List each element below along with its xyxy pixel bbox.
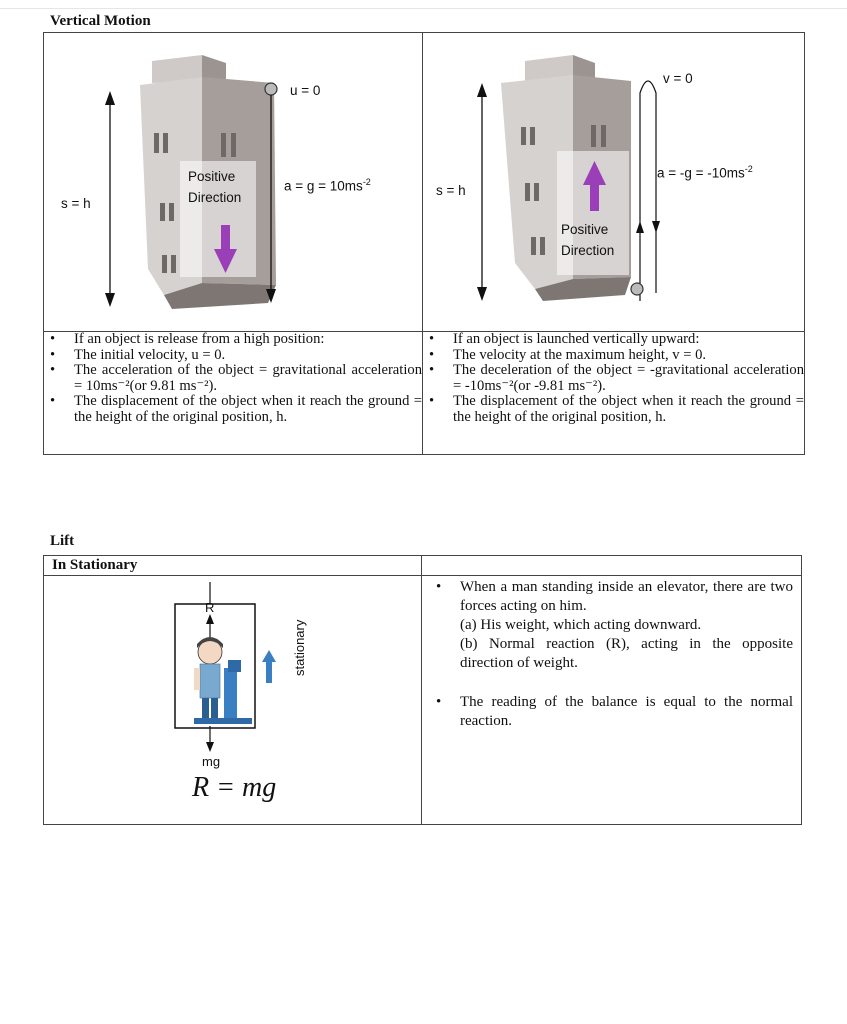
free-fall-notes-cell (44, 332, 423, 455)
formula-r-equals-mg: R = mg (192, 772, 277, 803)
building-icon (501, 55, 631, 301)
v-label: v = 0 (663, 71, 693, 86)
list-item (460, 578, 793, 673)
sub-item-a: (a) His weight, which acting downward. (460, 617, 702, 633)
sub-item-b: (b) Normal reaction (R), acting in the opposite direction of weight. (460, 636, 793, 671)
list-item: • If an object is launched vertically upward: (453, 332, 804, 348)
launch-figure-cell (423, 33, 805, 332)
r-label: R (205, 600, 215, 615)
list-item: • The deceleration of the object = -gravitational acceleration = -10ms⁻²(or -9.81 ms⁻²). (453, 363, 804, 394)
positive-label-line2: Direction (561, 243, 615, 258)
launch-notes-cell (423, 332, 805, 455)
section-heading-vertical-motion: Vertical Motion (50, 13, 151, 29)
stationary-label: stationary (292, 619, 307, 676)
launch-bullets (423, 332, 804, 425)
top-divider (0, 8, 847, 9)
ball-icon (631, 283, 643, 295)
lift-figure-cell (44, 576, 422, 825)
s-label: s = h (436, 183, 466, 198)
u-label: u = 0 (290, 83, 321, 98)
in-stationary-heading: In Stationary (44, 556, 422, 576)
lift-table (43, 555, 802, 825)
free-fall-figure-cell (44, 33, 423, 332)
mg-label: mg (202, 754, 221, 769)
acceleration-label: $a = -g = -10ms^{-2}$ (657, 164, 753, 181)
vertical-motion-table (43, 32, 805, 455)
list-item: • The displacement of the object when it reach the ground = the height of the original position, h. (453, 394, 804, 425)
list-item: • The initial velocity, u = 0. (74, 348, 422, 364)
list-item: • If an object is release from a high position: (74, 332, 422, 348)
empty-header-cell (422, 556, 802, 576)
list-item: • The reading of the balance is equal to the normal reaction. (460, 693, 793, 731)
stationary-arrow (262, 650, 276, 683)
free-fall-bullets (44, 332, 422, 425)
positive-label-line2: Direction (188, 190, 242, 205)
list-item: • The velocity at the maximum height, v = 0. (453, 348, 804, 364)
list-item: • The acceleration of the object = gravitational acceleration = 10ms⁻²(or 9.81 ms⁻²). (74, 363, 422, 394)
bullet-text: • When a man standing inside an elevator, there are two forces acting on him. (460, 579, 793, 614)
lift-notes-cell (422, 576, 802, 825)
launch-path (640, 81, 656, 301)
section-heading-lift: Lift (50, 533, 75, 549)
positive-label-line1: Positive (561, 222, 609, 237)
acceleration-label: $a = g = 10ms^{-2}$ (284, 177, 371, 194)
positive-label-line1: Positive (188, 169, 236, 184)
lift-bullets (430, 578, 793, 731)
ball-icon (265, 83, 277, 95)
list-item: • The displacement of the object when it reach the ground = the height of the original position, h. (74, 394, 422, 425)
person-icon (194, 637, 223, 720)
s-label: s = h (61, 196, 91, 211)
vertical-launch-diagram (423, 33, 805, 331)
